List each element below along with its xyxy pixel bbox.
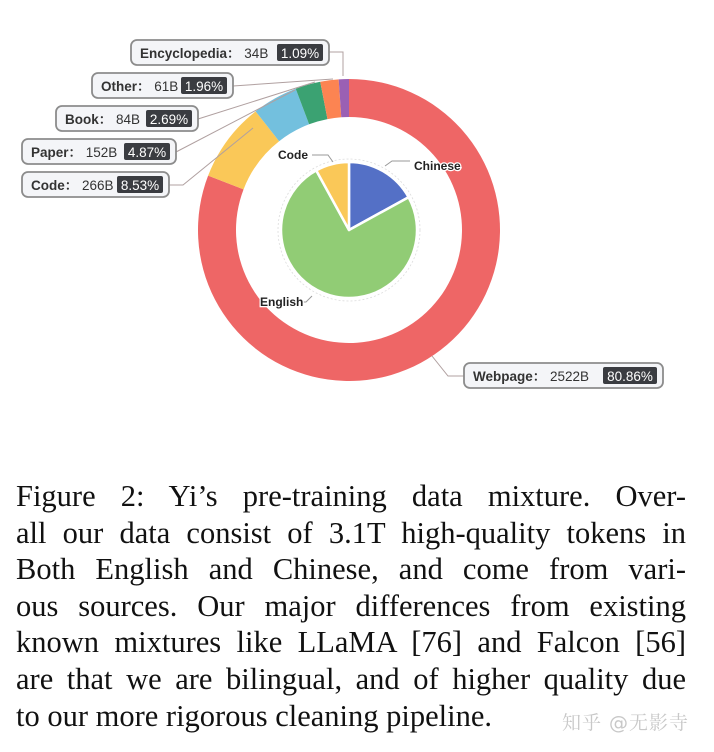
inner-label-leader-line — [312, 155, 333, 162]
label-text: Book： 84B — [65, 112, 141, 127]
caption-line: are that we are bilingual, and of higher quality due — [16, 661, 686, 696]
caption-line: all our data consist of 3.1T high-quality tokens in — [16, 515, 686, 550]
watermark: 知乎 @无影寺 — [562, 712, 690, 734]
percent-badge-text: 1.96% — [184, 79, 224, 94]
label-leader-line — [432, 356, 464, 376]
caption-line: to our more rigorous cleaning pipeline. — [16, 698, 493, 733]
outer-label-webpage — [432, 356, 663, 388]
caption-line: Both English and Chinese, and come from vari- — [16, 552, 686, 587]
label-text: Other： 61B — [101, 79, 179, 94]
percent-badge-text: 80.86% — [607, 369, 653, 384]
figure-caption — [16, 478, 686, 734]
caption-line: known mixtures like LLaMA [76] and Falcon [56] — [16, 625, 686, 660]
inner-label-code: Code — [278, 148, 308, 162]
caption-line: ous sources. Our major differences from existing — [16, 588, 686, 623]
percent-badge-text: 4.87% — [127, 145, 167, 160]
label-text: Webpage： 2522B — [473, 369, 590, 384]
label-text: Paper： 152B — [31, 145, 118, 160]
percent-badge-text: 1.09% — [280, 46, 320, 61]
percent-badge-text: 2.69% — [149, 112, 189, 127]
inner-label-chinese: Chinese — [414, 159, 461, 173]
outer-label-encyclopedia — [131, 40, 343, 76]
inner-label-leader-line — [385, 161, 410, 166]
caption-line: Figure 2: Yi’s pre-training data mixture. Over- — [16, 479, 686, 513]
label-leader-line — [329, 52, 343, 76]
label-text: Code： 266B — [31, 178, 114, 193]
percent-badge-text: 8.53% — [120, 178, 160, 193]
label-text: Encyclopedia： 34B — [140, 46, 269, 61]
inner-label-english: English — [260, 295, 304, 309]
